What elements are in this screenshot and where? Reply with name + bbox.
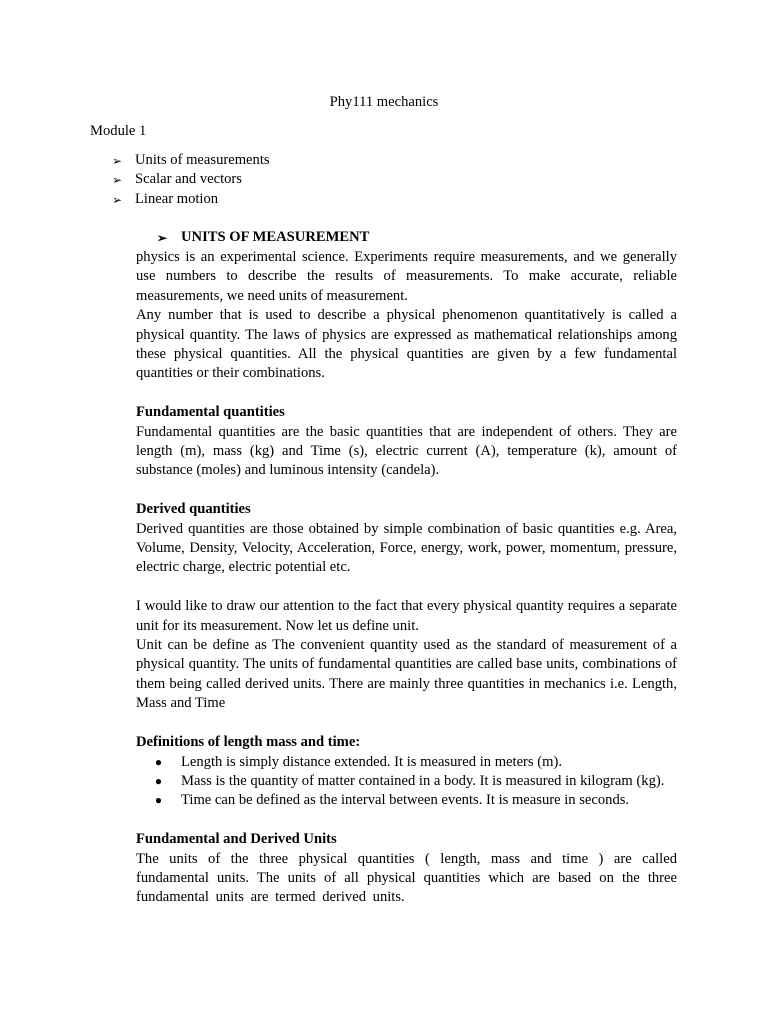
arrow-bullet-icon: ➢ xyxy=(112,173,123,188)
subheading-definitions: Definitions of length mass and time: xyxy=(136,734,361,751)
paragraph: I would like to draw our attention to the fact that every physical quantity requires a separate unit for its measurement. Now let us define unit. xyxy=(136,598,677,634)
bullet-dot-icon: ● xyxy=(154,793,163,808)
topic-list xyxy=(112,152,270,210)
paragraph: physics is an experimental science. Experiments require measurements, and we generally use numbers to describe the results of measurements. To make accurate, reliable measurements, we need units of measurement. xyxy=(136,249,677,304)
bullet-dot-icon: ● xyxy=(154,773,163,788)
document-body xyxy=(136,248,677,908)
list-item: ➢ Linear motion xyxy=(112,190,219,207)
module-label: Module 1 xyxy=(90,123,147,139)
list-item: ➢ Scalar and vectors xyxy=(112,171,242,188)
list-item: ➢ Units of measurements xyxy=(112,152,270,168)
document-title: Phy111 mechanics xyxy=(329,94,439,110)
paragraph: The units of the three physical quantities ( length, mass and time ) are called fundamental units. The units of all physical quantities which are based on the three fundamental units are termed derived units. xyxy=(136,850,677,906)
subheading-derived: Derived quantities xyxy=(136,501,251,518)
paragraph: Unit can be define as The convenient quantity used as the standard of measurement of a physical quantity. The units of fundamental quantities are called base units, combinations of them being called derived units. There are mainly three quantities in mechanics i.e. Length, Mass and Time xyxy=(136,637,677,712)
bullet-dot-icon: ● xyxy=(154,754,163,769)
list-item: ● Time can be defined as the interval between events. It is measure in seconds. xyxy=(136,791,677,810)
list-item: ● Mass is the quantity of matter contained in a body. It is measured in kilogram (kg). xyxy=(136,772,677,791)
arrow-bullet-icon: ➢ xyxy=(157,231,168,245)
paragraph: Derived quantities are those obtained by simple combination of basic quantities e.g. Area, Volume, Density, Velocity, Acceleration, Force, energy, work, power, momentum, pressure, electric charge, electric potential etc. xyxy=(136,520,677,576)
subheading-fundamental: Fundamental quantities xyxy=(136,404,285,421)
arrow-bullet-icon: ➢ xyxy=(112,192,123,207)
arrow-bullet-icon: ➢ xyxy=(112,154,123,168)
paragraph: Fundamental quantities are the basic quantities that are independent of others. They are length (m), mass (kg) and Time (s), electric current (A), temperature (k), amount of substance (moles) and luminous intensity (candela). xyxy=(136,423,677,479)
list-item: ● Length is simply distance extended. It is measured in meters (m). xyxy=(136,753,677,772)
definitions-list xyxy=(136,753,677,811)
paragraph: Any number that is used to describe a physical phenomenon quantitatively is called a physical quantity. The laws of physics are expressed as mathematical relationships among these physical quantities. All the physical quantities are given by a few fundamental quantities or their combinations. xyxy=(136,307,677,382)
subheading-units: Fundamental and Derived Units xyxy=(136,831,337,848)
section-heading: ➢ UNITS OF MEASUREMENT xyxy=(157,229,370,245)
